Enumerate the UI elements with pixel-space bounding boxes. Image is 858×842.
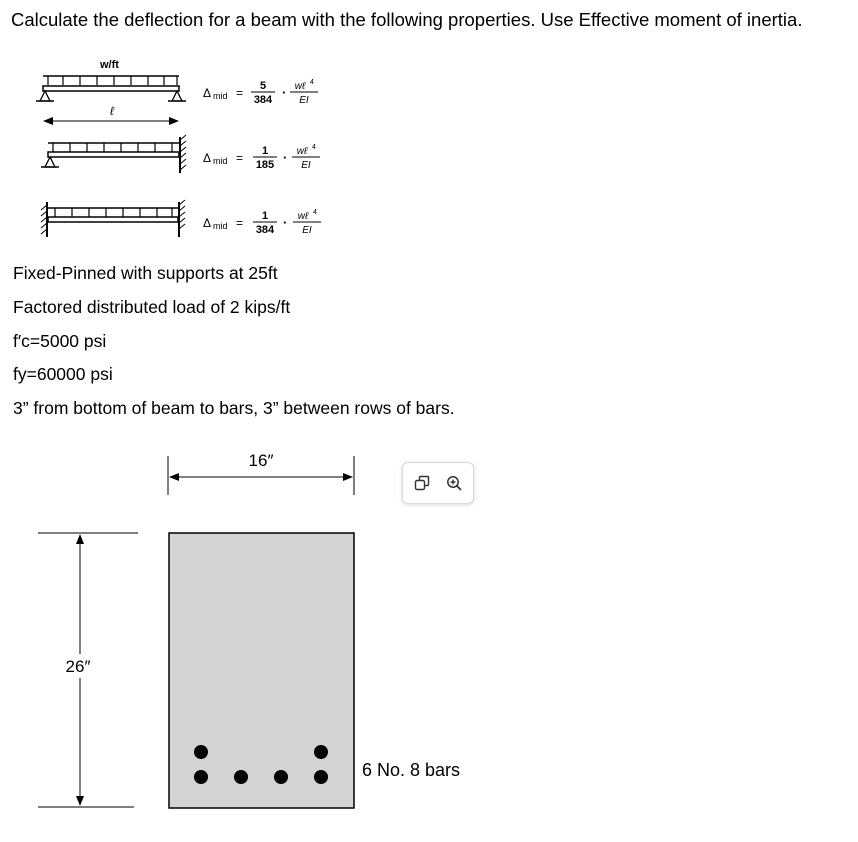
property-cover: 3” from bottom of beam to bars, 3” between rows of bars. — [13, 398, 455, 418]
svg-text:wℓ: wℓ — [297, 211, 309, 222]
svg-text:4: 4 — [312, 144, 316, 151]
question-text: Calculate the deflection for a beam with the following properties. Use Effective moment of inertia. — [11, 9, 803, 30]
svg-text:EI: EI — [301, 160, 311, 171]
svg-text:=: = — [236, 151, 244, 165]
rebar — [234, 770, 248, 784]
svg-text:4: 4 — [313, 209, 317, 216]
svg-text:mid: mid — [213, 91, 228, 101]
beam-case-fixed-pinned — [41, 135, 186, 173]
svg-text:=: = — [236, 216, 244, 230]
formula-case-3 — [203, 209, 321, 236]
svg-text:Δ: Δ — [203, 216, 212, 230]
svg-text:mid: mid — [213, 221, 228, 231]
image-toolbar — [402, 462, 474, 504]
rebar — [314, 770, 328, 784]
svg-text:384: 384 — [255, 224, 275, 236]
fixed-support-right — [179, 200, 185, 237]
rebar — [314, 745, 328, 759]
pin-support-left — [40, 91, 50, 101]
svg-text:5: 5 — [259, 80, 267, 92]
fixed-support-right — [180, 135, 186, 173]
svg-text:Δ: Δ — [203, 151, 212, 165]
fixed-support-left — [41, 202, 47, 237]
formula-case-1 — [203, 79, 318, 106]
property-load: Factored distributed load of 2 kips/ft — [13, 297, 291, 317]
svg-text:·: · — [282, 85, 287, 100]
property-fy: fy=60000 psi — [13, 364, 113, 384]
cross-section-diagram — [38, 451, 460, 808]
rebar — [194, 770, 208, 784]
rebar — [194, 745, 208, 759]
svg-text:Δ: Δ — [203, 86, 212, 100]
beam-case-fixed-fixed — [41, 200, 185, 237]
svg-text:EI: EI — [302, 225, 312, 236]
svg-text:·: · — [283, 215, 288, 230]
svg-text:1: 1 — [261, 145, 269, 157]
svg-text:4: 4 — [310, 79, 314, 86]
svg-text:wℓ: wℓ — [296, 146, 308, 157]
copy-button[interactable] — [413, 474, 431, 492]
property-support: Fixed-Pinned with supports at 25ft — [13, 263, 278, 283]
svg-text:384: 384 — [253, 94, 273, 106]
svg-text:185: 185 — [255, 159, 275, 171]
pin-support-right — [172, 91, 182, 101]
distributed-load-arrows — [48, 76, 177, 85]
zoom-in-icon — [446, 475, 462, 491]
span-label: ℓ — [110, 104, 114, 118]
property-fc: f′c=5000 psi — [13, 331, 107, 351]
width-label: 16″ — [248, 451, 274, 470]
zoom-in-button[interactable] — [445, 474, 463, 492]
svg-text:wℓ: wℓ — [294, 81, 306, 92]
svg-text:mid: mid — [213, 156, 228, 166]
beam — [48, 152, 179, 157]
beam-case-simply-supported — [36, 59, 186, 121]
svg-text:EI: EI — [299, 95, 309, 106]
svg-text:=: = — [236, 86, 244, 100]
formula-case-2 — [203, 144, 320, 171]
height-label: 26″ — [65, 657, 91, 676]
svg-text:·: · — [283, 150, 288, 165]
beam — [48, 217, 178, 222]
beam — [43, 86, 179, 91]
bars-label: 6 No. 8 bars — [362, 760, 461, 780]
pin-support-left — [45, 157, 55, 167]
rebar — [274, 770, 288, 784]
load-label: w/ft — [100, 59, 119, 71]
beam-section — [169, 533, 354, 808]
copy-icon — [414, 475, 430, 491]
svg-text:1: 1 — [261, 210, 269, 222]
